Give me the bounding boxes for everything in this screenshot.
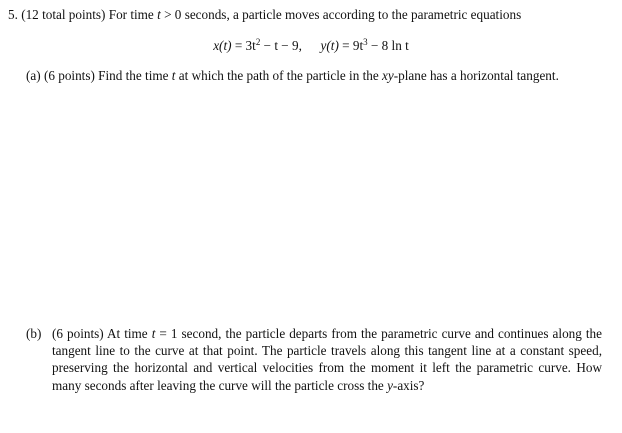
part-b-text-middle: = 1 second, the particle departs from the parametric curve and continues along the tangent line to the curve at that point. The particle travels along this tangent line at a constant speed, preserving the horizontal and vertical velocities from the moment it left the parametric curve. How many seconds after leaving the curve will the particle cross the	[52, 326, 603, 393]
problem-number: 5.	[8, 7, 18, 22]
x-equation-lhs: x(t)	[213, 38, 232, 53]
part-a-text-middle: at which the path of the particle in the	[178, 68, 379, 83]
y-equation	[321, 38, 409, 53]
part-b-text-end: -axis?	[392, 377, 425, 393]
x-equation-rhs-a: = 3t	[234, 38, 256, 53]
part-b-axis-variable: y	[387, 377, 393, 393]
problem-intro-continuation: seconds, a particle moves according to the parametric equations	[184, 7, 522, 22]
part-a-text-end: -plane has a horizontal tangent.	[393, 68, 559, 83]
part-a-time-variable: t	[171, 68, 176, 83]
part-a-question	[26, 68, 559, 84]
y-equation-rhs-a: = 9t	[342, 38, 364, 53]
parametric-equations	[0, 38, 622, 54]
part-b-text-start: At time	[106, 326, 148, 341]
part-b-time-variable: t	[151, 326, 156, 341]
part-a-points: (6 points)	[43, 68, 95, 83]
x-equation-exponent: 2	[255, 37, 261, 47]
problem-time-relation: > 0	[164, 7, 182, 22]
y-equation-lhs: y(t)	[320, 38, 339, 53]
part-b-body	[52, 325, 602, 394]
problem-time-variable: t	[157, 7, 161, 22]
y-equation-exponent: 3	[363, 37, 368, 47]
x-equation	[213, 38, 302, 53]
problem-intro-text: For time	[108, 7, 154, 22]
part-b-question	[26, 325, 602, 394]
problem-statement	[8, 7, 521, 23]
part-b-points: (6 points)	[52, 326, 104, 341]
part-a-text-start: Find the time	[98, 68, 169, 83]
x-equation-rhs-b: − t − 9,	[263, 38, 302, 53]
problem-points: (12 total points)	[21, 7, 106, 22]
part-a-plane-variable: xy	[382, 68, 394, 83]
part-b-label: (b)	[26, 326, 42, 341]
y-equation-rhs-b: − 8 ln t	[370, 38, 409, 53]
part-a-label: (a)	[26, 68, 41, 83]
